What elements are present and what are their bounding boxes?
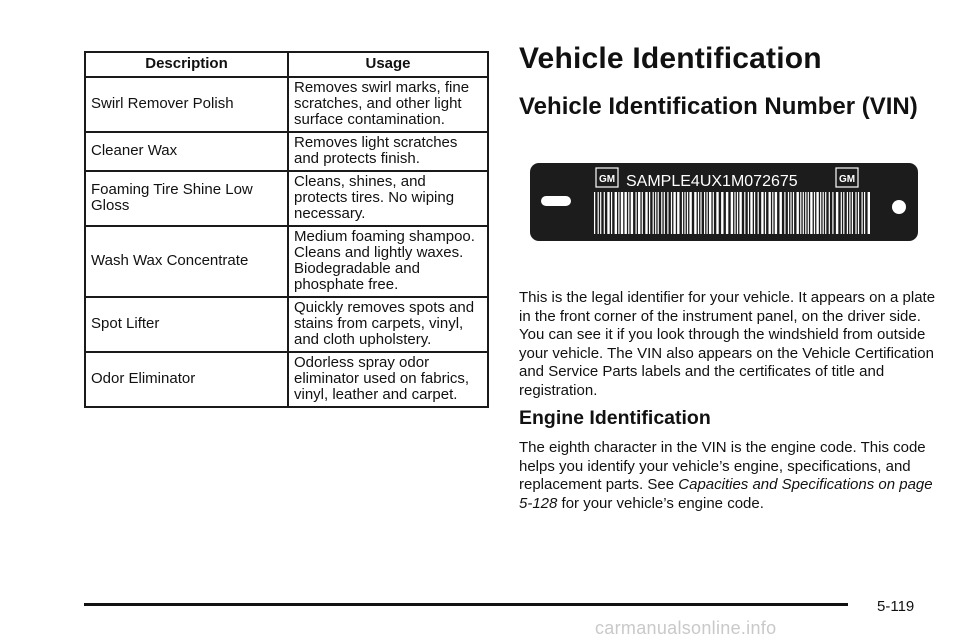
barcode-bar — [661, 192, 662, 234]
product-description: Spot Lifter — [85, 297, 288, 352]
table-row — [85, 352, 488, 407]
engine-identification-paragraph — [519, 439, 939, 513]
barcode-bar — [739, 192, 741, 234]
column-header-usage: Usage — [288, 52, 488, 77]
barcode-bar — [800, 192, 801, 234]
barcode-bar — [653, 192, 654, 234]
barcode-bar — [604, 192, 605, 234]
barcode-bar — [731, 192, 733, 234]
barcode-bar — [825, 192, 826, 234]
barcode-bar — [843, 192, 844, 234]
barcode-bar — [769, 192, 771, 234]
table-row — [85, 226, 488, 297]
barcode-bar — [636, 192, 637, 234]
barcode-bar — [810, 192, 812, 234]
barcode-bar — [673, 192, 675, 234]
footer-rule — [84, 603, 848, 606]
barcode-bar — [772, 192, 773, 234]
barcode-bar — [667, 192, 668, 234]
table-row — [85, 132, 488, 171]
section-title: Vehicle Identification — [519, 42, 822, 75]
barcode-bar — [611, 192, 612, 234]
barcode-bar — [709, 192, 711, 234]
barcode-bar — [803, 192, 804, 234]
barcode-bar — [793, 192, 794, 234]
barcode-bar — [862, 192, 863, 234]
barcode-bar — [855, 192, 856, 234]
barcode-bar — [808, 192, 809, 234]
barcode-bar — [737, 192, 738, 234]
barcode-bar — [754, 192, 755, 234]
product-usage: Odorless spray odor eliminator used on fabrics, vinyl, leather and carpet. — [288, 352, 488, 407]
product-usage: Removes light scratches and protects finish. — [288, 132, 488, 171]
product-usage: Medium foaming shampoo. Cleans and lightly waxes. Biodegradable and phosphate free. — [288, 226, 488, 297]
barcode-bar — [726, 192, 728, 234]
barcode-bar — [716, 192, 718, 234]
table-row — [85, 77, 488, 132]
barcode-bar — [707, 192, 708, 234]
barcode-bar — [829, 192, 830, 234]
vin-description-paragraph: This is the legal identifier for your vehicle. It appears on a plate in the front corner of the instrument panel, on the driver side. You can see it if you look through the windshield from outside your vehicle. The VIN also appears on the Vehicle Certification and Service Parts labels and the certificates of title and registration. — [519, 289, 936, 399]
barcode-bar — [847, 192, 848, 234]
barcode-bar — [638, 192, 640, 234]
barcode-bar — [655, 192, 656, 234]
barcode-bar — [852, 192, 853, 234]
plate-rivet-hole — [892, 200, 906, 214]
barcode-bar — [761, 192, 763, 234]
barcode-bar — [658, 192, 659, 234]
barcode-bar — [677, 192, 679, 234]
gm-logo-left-text: GM — [598, 174, 616, 185]
table-row — [85, 297, 488, 352]
barcode-bar — [607, 192, 609, 234]
barcode-bar — [689, 192, 691, 234]
barcode-bar — [721, 192, 723, 234]
barcode-bar — [820, 192, 821, 234]
barcode-bar — [645, 192, 647, 234]
barcode-bar — [750, 192, 752, 234]
engine-text-start: The eighth character in the VIN is the engine code. This code helps you identify your vehicle’s engine, specifications, and replacement parts. See — [519, 439, 926, 494]
barcode-bar — [744, 192, 745, 234]
barcode-bar — [631, 192, 633, 234]
barcode-bar — [836, 192, 838, 234]
barcode-bar — [832, 192, 833, 234]
barcode-bar — [748, 192, 749, 234]
barcode-bar — [797, 192, 799, 234]
care-products-table — [84, 51, 489, 408]
barcode-bar — [858, 192, 859, 234]
barcode-bar — [664, 192, 665, 234]
barcode-bar — [628, 192, 629, 234]
barcode-bar — [621, 192, 623, 234]
engine-text-end: for your vehicle’s engine code. — [557, 494, 764, 512]
barcode-bar — [849, 192, 850, 234]
barcode-bar — [700, 192, 701, 234]
engine-identification-heading: Engine Identification — [519, 407, 711, 429]
barcode-bar — [734, 192, 735, 234]
barcode-bar — [816, 192, 818, 234]
vin-plate-illustration — [530, 163, 918, 241]
product-usage: Removes swirl marks, fine scratches, and other light surface contamination. — [288, 77, 488, 132]
barcode-bar — [758, 192, 759, 234]
barcode-bar — [713, 192, 714, 234]
barcode-bar — [704, 192, 705, 234]
barcode-bar — [823, 192, 824, 234]
barcode-bar — [790, 192, 791, 234]
barcode-bar — [684, 192, 685, 234]
barcode-bar — [694, 192, 696, 234]
barcode-bar — [594, 192, 595, 234]
barcode-bar — [775, 192, 777, 234]
barcode-bar — [671, 192, 672, 234]
barcode-bar — [618, 192, 619, 234]
barcode-bar — [868, 192, 870, 234]
page-number: 5-119 — [877, 598, 915, 615]
watermark-text: carmanualsonline.info — [595, 618, 777, 638]
barcode-bar — [698, 192, 699, 234]
barcode-bar — [788, 192, 789, 234]
column-header-description: Description — [85, 52, 288, 77]
table-header-row — [85, 52, 488, 77]
barcode-bar — [814, 192, 815, 234]
product-description: Swirl Remover Polish — [85, 77, 288, 132]
capacities-reference-link[interactable]: Capacities and Specifications on page 5-128 — [519, 476, 933, 512]
barcode-bar — [649, 192, 650, 234]
barcode-bar — [600, 192, 601, 234]
barcode-bar — [784, 192, 785, 234]
plate-slot-hole — [541, 196, 571, 206]
barcode-bar — [625, 192, 627, 234]
product-description: Wash Wax Concentrate — [85, 226, 288, 297]
product-description: Cleaner Wax — [85, 132, 288, 171]
barcode-bar — [615, 192, 617, 234]
table-row — [85, 171, 488, 226]
product-usage: Quickly removes spots and stains from carpets, vinyl, and cloth upholstery. — [288, 297, 488, 352]
barcode-bar — [598, 192, 599, 234]
barcode-bar — [864, 192, 865, 234]
barcode-bar — [687, 192, 688, 234]
barcode-bar — [682, 192, 683, 234]
barcode-bar — [780, 192, 782, 234]
section-subtitle: Vehicle Identification Number (VIN) — [519, 93, 918, 120]
product-usage: Cleans, shines, and protects tires. No wiping necessary. — [288, 171, 488, 226]
product-description: Foaming Tire Shine Low Gloss — [85, 171, 288, 226]
vin-number-text: SAMPLE4UX1M072675 — [626, 173, 798, 190]
product-description: Odor Eliminator — [85, 352, 288, 407]
gm-logo-right-text: GM — [838, 174, 856, 185]
barcode-bar — [841, 192, 842, 234]
barcode-bar — [805, 192, 806, 234]
barcode-bar — [765, 192, 766, 234]
barcode-bar — [642, 192, 643, 234]
